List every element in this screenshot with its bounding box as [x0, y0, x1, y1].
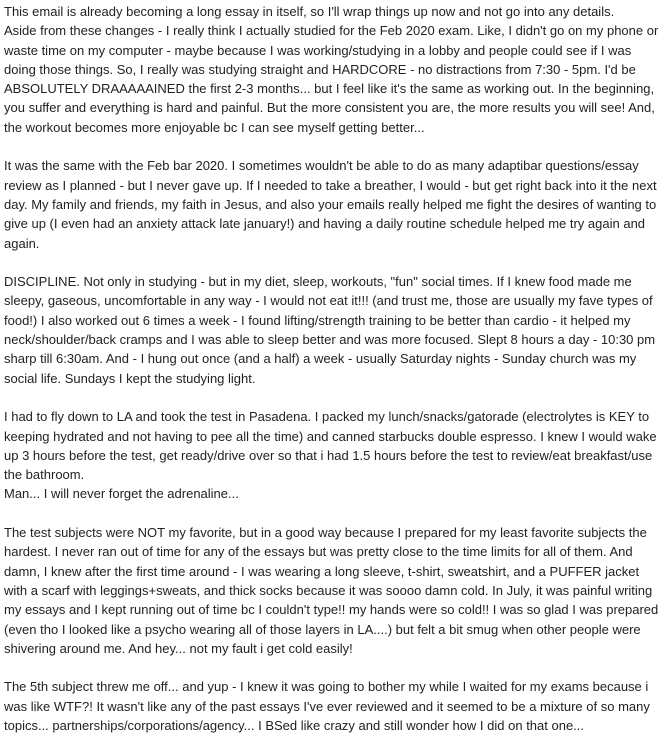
text-line: sharp till 6:30am. And - I hung out once (and a half) a week - usually Saturday nights - Sunday church was my: [4, 351, 637, 367]
text-line: the workout becomes more enjoyable bc I can see myself getting better...: [4, 119, 425, 135]
text-line: up 3 hours before the test, get ready/drive over so that i had 1.5 hours before the test to review/eat breakfast/use: [4, 447, 653, 463]
text-line: again.: [4, 235, 40, 251]
text-line: The 5th subject threw me off... and yup - I knew it was going to bother my while I waited for my exams because i: [4, 679, 649, 695]
text-line: review as I planned - but I never gave up. If I needed to take a breather, I would - but get right back into it the next: [4, 177, 657, 193]
text-line: give up (I even had an anxiety attack late january!) and having a daily routine schedule helped me try again and: [4, 216, 646, 232]
text-line: (even tho I looked like a psycho wearing all of those layers in LA....) but felt a bit smug when other people were: [4, 621, 641, 637]
text-line: waste time on my computer - maybe because I was working/studying in a lobby and people could see if I was: [4, 42, 632, 58]
text-line: day. My family and friends, my faith in Jesus, and also your emails really helped me fight the desires of wanting to: [4, 196, 657, 212]
text-line: keeping hydrated and not having to pee all the time) and canned starbucks double espresso. I knew I would wake: [4, 428, 657, 444]
text-line: hardest. I never ran out of time for any of the essays but was pretty close to the time limits for all of them. And: [4, 544, 633, 560]
text-line: ABSOLUTELY DRAAAAAINED the first 2-3 months... but I feel like it's the same as working out. In the beginning,: [4, 81, 655, 97]
text-line: The test subjects were NOT my favorite, but in a good way because I prepared for my least favorite subjects the: [4, 525, 647, 541]
text-line: DISCIPLINE. Not only in studying - but in my diet, sleep, workouts, "fun" social times. If I knew food made me: [4, 274, 632, 290]
paragraph-test-subjects: [4, 523, 661, 658]
text-line: with a scarf with leggings+sweats, and thick socks because it was soooo damn cold. In July, it was painful writing: [4, 582, 653, 598]
text-line: doing those things. So, I really was studying straight and HARDCORE - no distractions from 7:30 - 5pm. I'd be: [4, 61, 636, 77]
text-line: sleepy, gaseous, uncomfortable in any way - I would not eat it!!! (and trust me, those are usually my fave types of: [4, 293, 653, 309]
text-line: damn, I knew after the first time around - I was wearing a long sleeve, t-shirt, sweatshirt, and a PUFFER jacket: [4, 563, 640, 579]
text-line: shivering around me. And hey... not my fault i get cold easily!: [4, 640, 353, 656]
text-line: was like WTF?! It wasn't like any of the past essays I've ever reviewed and it seemed to be a mixture of so many: [4, 698, 650, 714]
paragraph-test-day: [4, 407, 661, 503]
text-line: food!) I also worked out 6 times a week - I found lifting/strength training to be better than cardio - it helped my: [4, 312, 631, 328]
text-line: Aside from these changes - I really think I actually studied for the Feb 2020 exam. Like, I didn't go on my phone or: [4, 23, 659, 39]
paragraph-wrap-up: [4, 2, 661, 137]
text-line: the bathroom.: [4, 467, 85, 483]
text-line: I had to fly down to LA and took the test in Pasadena. I packed my lunch/snacks/gatorade (electrolytes is KEY to: [4, 409, 650, 425]
text-line: social life. Sundays I kept the studying light.: [4, 370, 256, 386]
text-line: This email is already becoming a long essay in itself, so I'll wrap things up now and not go into any details.: [4, 4, 615, 19]
text-line: Man... I will never forget the adrenaline...: [4, 486, 239, 502]
paragraph-fifth-subject: [4, 677, 661, 735]
text-line: topics... partnerships/corporations/agency... I BSed like crazy and still wonder how I did on that one...: [4, 717, 585, 733]
paragraph-discipline: [4, 272, 661, 388]
text-line: It was the same with the Feb bar 2020. I sometimes wouldn't be able to do as many adaptibar questions/essay: [4, 158, 639, 174]
text-line: neck/shoulder/back cramps and I was able to sleep better and was more focused. Slept 8 hours a day - 10:30 pm: [4, 332, 656, 348]
paragraph-feb-bar: [4, 156, 661, 252]
text-line: my essays and I kept running out of time bc I couldn't type!! my hands were so cold!! I was so glad I was prepared: [4, 602, 659, 618]
text-line: you suffer and everything is hard and painful. But the more consistent you are, the more results you will see! And,: [4, 100, 655, 116]
